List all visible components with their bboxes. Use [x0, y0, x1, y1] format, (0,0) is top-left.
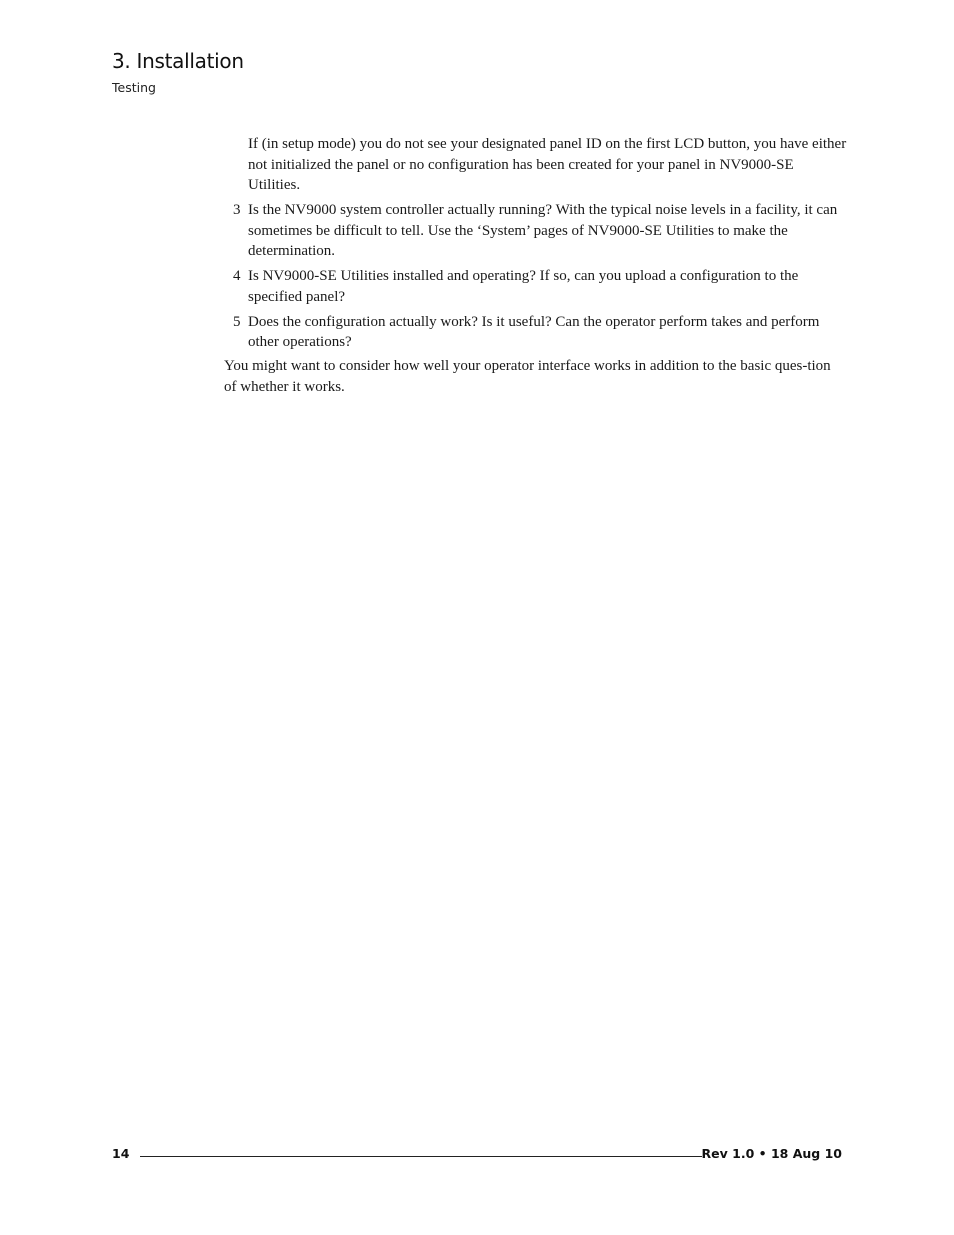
list-item	[224, 312, 848, 353]
list-item-number: 3	[233, 202, 241, 218]
footer-divider	[140, 1156, 702, 1157]
list-item	[224, 266, 848, 307]
chapter-title: 3. Installation	[112, 49, 244, 73]
numbered-list	[224, 200, 848, 357]
list-item-text: Is the NV9000 system controller actually running? With the typical noise levels in a facility, it can sometimes be difficult to tell. Use the ‘System’ pages of NV9000-SE Utilities to make the determination.	[248, 202, 838, 259]
list-item-text: Is NV9000-SE Utilities installed and operating? If so, can you upload a configuration to the specified panel?	[248, 268, 799, 305]
list-item-number: 4	[233, 268, 241, 284]
section-label: Testing	[112, 80, 156, 95]
intro-paragraph: If (in setup mode) you do not see your designated panel ID on the first LCD button, you have either not initialized the panel or no configuration has been created for your panel in NV9000-SE Utilities.	[248, 136, 847, 193]
list-item-text: Does the configuration actually work? Is it useful? Can the operator perform takes and perform other operations?	[248, 313, 820, 350]
revision-label: Rev 1.0 • 18 Aug 10	[701, 1146, 842, 1161]
list-item	[224, 200, 848, 262]
closing-paragraph: You might want to consider how well your operator interface works in addition to the basic ques-tion of whether it works.	[224, 358, 831, 395]
list-item-number: 5	[233, 313, 241, 330]
page-number: 14	[112, 1146, 130, 1161]
